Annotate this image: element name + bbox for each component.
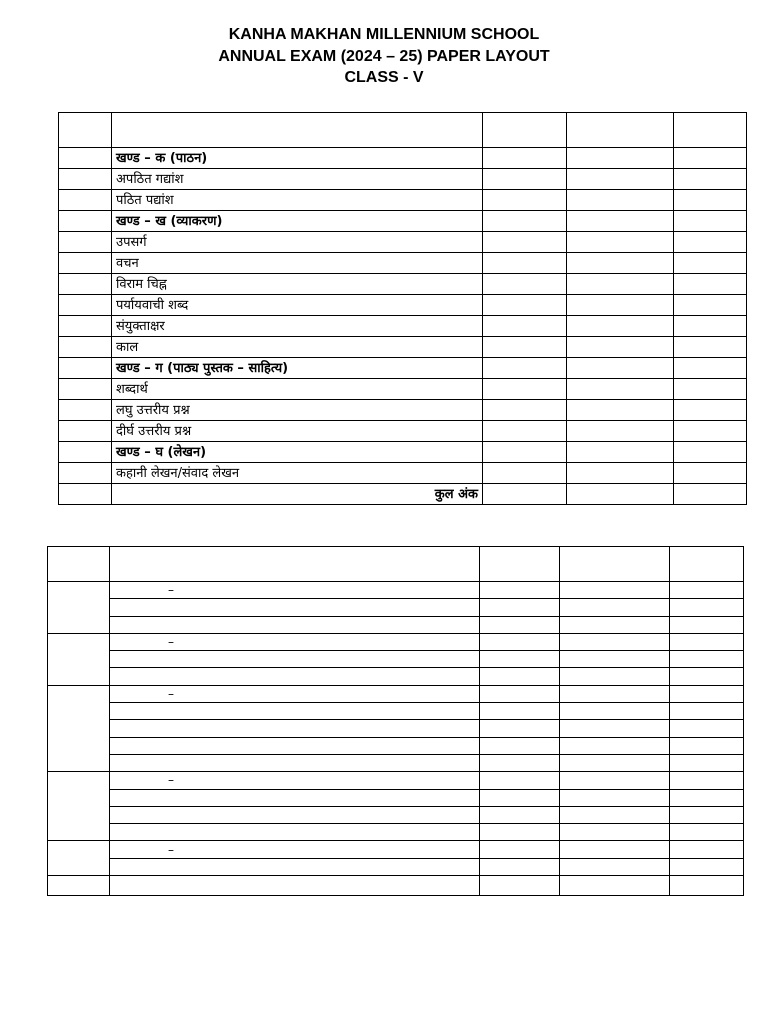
paper-layout-table	[58, 112, 747, 505]
marks-cell	[674, 274, 747, 295]
number-cell	[59, 190, 112, 211]
table-row	[48, 668, 744, 685]
table-row	[48, 754, 744, 771]
marks-cell	[483, 274, 567, 295]
table-header-row	[59, 113, 747, 148]
number-cell	[59, 169, 112, 190]
header-cell	[567, 113, 674, 148]
marks-cell	[483, 295, 567, 316]
marks-cell	[670, 789, 744, 806]
number-cell	[59, 442, 112, 463]
marks-cell	[483, 211, 567, 232]
marks-cell	[480, 616, 560, 633]
table-row	[48, 582, 744, 599]
topic-cell	[110, 703, 480, 720]
marks-cell	[674, 358, 747, 379]
topic-cell	[110, 789, 480, 806]
section-heading: खण्ड – ग (पाठ्य पुस्तक – साहित्य)	[112, 358, 483, 379]
table-row	[48, 789, 744, 806]
header-cell	[59, 113, 112, 148]
number-cell	[59, 316, 112, 337]
marks-cell	[480, 633, 560, 650]
topic-cell	[110, 651, 480, 668]
marks-cell	[560, 858, 670, 875]
marks-cell	[674, 295, 747, 316]
section-number-cell	[48, 685, 110, 771]
marks-cell	[567, 358, 674, 379]
topic-label: विराम चिह्न	[112, 274, 483, 295]
marks-cell	[560, 772, 670, 789]
number-cell	[59, 400, 112, 421]
total-row	[48, 876, 744, 896]
topic-label: लघु उत्तरीय प्रश्न	[112, 400, 483, 421]
marks-cell	[567, 316, 674, 337]
topic-label: अपठित गद्यांश	[112, 169, 483, 190]
number-cell	[59, 421, 112, 442]
marks-cell	[480, 772, 560, 789]
table-row	[48, 633, 744, 650]
table-row	[59, 442, 747, 463]
marks-cell	[567, 295, 674, 316]
table-row	[48, 841, 744, 858]
topic-cell	[110, 668, 480, 685]
marks-cell	[560, 633, 670, 650]
topic-label: पठित पद्यांश	[112, 190, 483, 211]
marks-cell	[670, 754, 744, 771]
topic-cell	[110, 616, 480, 633]
school-name: KANHA MAKHAN MILLENNIUM SCHOOL	[228, 26, 540, 43]
topic-label: दीर्घ उत्तरीय प्रश्न	[112, 421, 483, 442]
section-heading: –	[110, 685, 480, 702]
marks-cell	[670, 633, 744, 650]
marks-cell	[674, 400, 747, 421]
section-number-cell	[48, 633, 110, 685]
marks-cell	[670, 616, 744, 633]
marks-cell	[480, 754, 560, 771]
number-cell	[59, 148, 112, 169]
marks-cell	[560, 824, 670, 841]
marks-cell	[674, 169, 747, 190]
table-row	[59, 463, 747, 484]
marks-cell	[567, 169, 674, 190]
header-cell	[483, 113, 567, 148]
marks-cell	[483, 421, 567, 442]
table-row	[59, 169, 747, 190]
marks-cell	[483, 379, 567, 400]
marks-cell	[670, 841, 744, 858]
topic-label: वचन	[112, 253, 483, 274]
table-row	[48, 599, 744, 616]
table-cell	[670, 876, 744, 896]
marks-cell	[560, 582, 670, 599]
section-heading: –	[110, 841, 480, 858]
number-cell	[59, 274, 112, 295]
marks-cell	[560, 668, 670, 685]
marks-cell	[560, 737, 670, 754]
number-cell	[59, 337, 112, 358]
marks-cell	[674, 253, 747, 274]
marks-cell	[560, 841, 670, 858]
marks-cell	[560, 703, 670, 720]
table-row	[48, 703, 744, 720]
table-row	[48, 806, 744, 823]
marks-cell	[567, 211, 674, 232]
topic-cell	[110, 806, 480, 823]
marks-cell	[567, 148, 674, 169]
marks-cell	[670, 772, 744, 789]
marks-cell	[560, 616, 670, 633]
marks-cell	[480, 703, 560, 720]
topic-label: कहानी लेखन/संवाद लेखन	[112, 463, 483, 484]
section-heading: खण्ड – घ (लेखन)	[112, 442, 483, 463]
section-number-cell	[48, 841, 110, 876]
marks-cell	[674, 442, 747, 463]
topic-label: संयुक्ताक्षर	[112, 316, 483, 337]
marks-cell	[674, 316, 747, 337]
number-cell	[59, 295, 112, 316]
marks-cell	[480, 841, 560, 858]
marks-cell	[567, 379, 674, 400]
marks-cell	[674, 463, 747, 484]
header-cell	[110, 547, 480, 582]
marks-cell	[567, 253, 674, 274]
marks-cell	[670, 685, 744, 702]
table-cell	[480, 876, 560, 896]
marks-cell	[567, 400, 674, 421]
marks-cell	[483, 148, 567, 169]
marks-cell	[480, 824, 560, 841]
topic-cell	[110, 720, 480, 737]
topic-label: पर्यायवाची शब्द	[112, 295, 483, 316]
marks-cell	[567, 232, 674, 253]
marks-cell	[483, 442, 567, 463]
marks-cell	[670, 737, 744, 754]
marks-cell	[480, 806, 560, 823]
marks-cell	[670, 651, 744, 668]
marks-cell	[674, 379, 747, 400]
table-row	[59, 400, 747, 421]
header-cell	[48, 547, 110, 582]
table-row	[59, 316, 747, 337]
marks-cell	[480, 599, 560, 616]
topic-label: उपसर्ग	[112, 232, 483, 253]
number-cell	[59, 211, 112, 232]
marks-cell	[670, 668, 744, 685]
marks-cell	[567, 337, 674, 358]
marks-cell	[480, 737, 560, 754]
marks-cell	[670, 720, 744, 737]
marks-cell	[674, 148, 747, 169]
marks-cell	[560, 806, 670, 823]
topic-cell	[110, 599, 480, 616]
section-number-cell	[48, 582, 110, 634]
marks-cell	[670, 806, 744, 823]
marks-cell	[480, 668, 560, 685]
marks-cell	[480, 720, 560, 737]
marks-cell	[670, 824, 744, 841]
marks-cell	[483, 190, 567, 211]
marks-cell	[480, 858, 560, 875]
header-cell	[480, 547, 560, 582]
table-row	[59, 190, 747, 211]
marks-cell	[567, 274, 674, 295]
table-row	[48, 858, 744, 875]
number-cell	[59, 358, 112, 379]
number-cell	[59, 379, 112, 400]
marks-cell	[567, 190, 674, 211]
table-row	[59, 337, 747, 358]
table-row	[48, 772, 744, 789]
marks-cell	[674, 337, 747, 358]
number-cell	[59, 253, 112, 274]
marks-cell	[567, 421, 674, 442]
marks-cell	[483, 169, 567, 190]
table-row	[59, 358, 747, 379]
marks-cell	[483, 400, 567, 421]
topic-cell	[110, 737, 480, 754]
table-row	[48, 720, 744, 737]
marks-cell	[670, 599, 744, 616]
table-row	[59, 295, 747, 316]
topic-label: शब्दार्थ	[112, 379, 483, 400]
table-header-row	[48, 547, 744, 582]
header-cell	[560, 547, 670, 582]
marks-cell	[670, 703, 744, 720]
table-row	[48, 824, 744, 841]
table-row	[59, 253, 747, 274]
topic-cell	[110, 824, 480, 841]
marks-cell	[567, 484, 674, 505]
exam-title: ANNUAL EXAM (2024 – 25) PAPER LAYOUT	[218, 47, 550, 65]
marks-cell	[560, 599, 670, 616]
number-cell	[59, 484, 112, 505]
topic-cell	[110, 754, 480, 771]
marks-cell	[483, 358, 567, 379]
topic-label: काल	[112, 337, 483, 358]
table-row	[59, 148, 747, 169]
marks-cell	[670, 858, 744, 875]
table-cell	[560, 876, 670, 896]
header-cell	[674, 113, 747, 148]
table-row	[59, 211, 747, 232]
table-row	[59, 379, 747, 400]
marks-cell	[483, 484, 567, 505]
marks-cell	[480, 789, 560, 806]
table-row	[48, 616, 744, 633]
section-heading: –	[110, 633, 480, 650]
table-cell	[110, 876, 480, 896]
marks-cell	[674, 211, 747, 232]
marks-cell	[567, 463, 674, 484]
table-row	[48, 685, 744, 702]
marks-cell	[483, 337, 567, 358]
table-row	[59, 274, 747, 295]
total-label: कुल अंक	[112, 484, 483, 505]
marks-cell	[483, 463, 567, 484]
marks-cell	[560, 685, 670, 702]
marks-cell	[567, 442, 674, 463]
marks-cell	[483, 253, 567, 274]
marks-cell	[560, 651, 670, 668]
total-row	[59, 484, 747, 505]
marks-cell	[480, 651, 560, 668]
marks-cell	[480, 685, 560, 702]
topic-cell	[110, 858, 480, 875]
marks-cell	[560, 789, 670, 806]
section-heading: खण्ड – क (पाठन)	[112, 148, 483, 169]
section-number-cell	[48, 772, 110, 841]
table-row	[59, 232, 747, 253]
class-label: CLASS - V	[344, 69, 424, 86]
table-row	[48, 651, 744, 668]
table-cell	[48, 876, 110, 896]
marks-cell	[674, 421, 747, 442]
marks-cell	[483, 232, 567, 253]
marks-cell	[483, 316, 567, 337]
blank-layout-table	[47, 546, 744, 896]
number-cell	[59, 463, 112, 484]
page-header	[0, 24, 768, 89]
section-heading: –	[110, 582, 480, 599]
marks-cell	[560, 720, 670, 737]
table-row	[48, 737, 744, 754]
header-cell	[112, 113, 483, 148]
marks-cell	[674, 190, 747, 211]
header-cell	[670, 547, 744, 582]
number-cell	[59, 232, 112, 253]
marks-cell	[480, 582, 560, 599]
marks-cell	[674, 484, 747, 505]
section-heading: –	[110, 772, 480, 789]
section-heading: खण्ड – ख (व्याकरण)	[112, 211, 483, 232]
table-row	[59, 421, 747, 442]
marks-cell	[560, 754, 670, 771]
marks-cell	[674, 232, 747, 253]
marks-cell	[670, 582, 744, 599]
